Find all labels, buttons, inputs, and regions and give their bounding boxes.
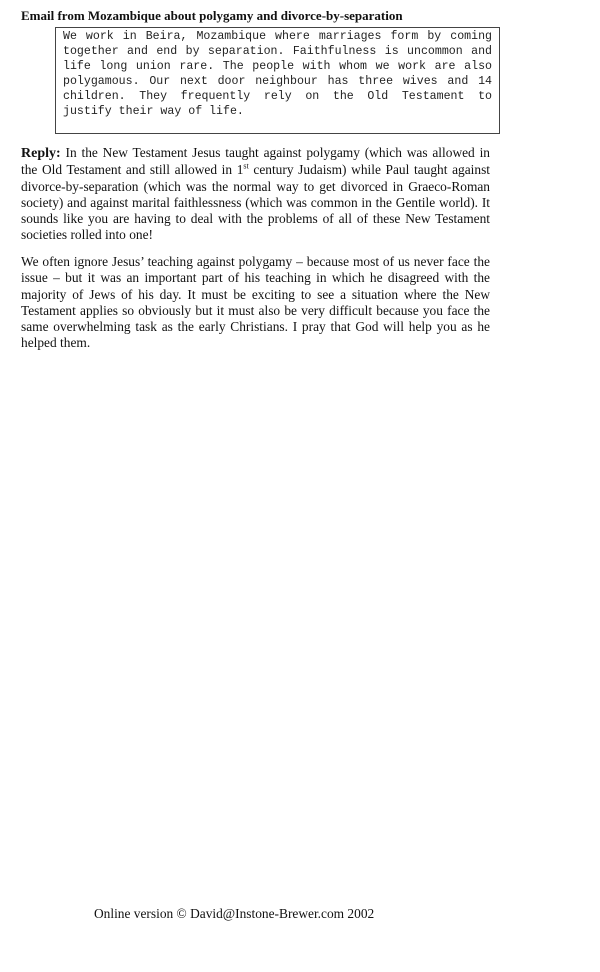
reply-paragraph: [21, 145, 490, 244]
footer-copyright: Online version © David@Instone-Brewer.com 2002: [94, 906, 375, 921]
email-quote-box: [55, 27, 500, 134]
ordinal-suffix: st: [243, 161, 249, 171]
email-quote-text: We work in Beira, Mozambique where marriages form by coming together and end by separation. Faithfulness is uncommon and life long union rare. The people with whom we work are also polygamous. Our next door neighbour has three wives and 14 children. They frequently rely on the Old Testament to justify their way of life.: [63, 30, 492, 118]
reply-text-part1: In the New Testament Jesus taught against polygamy (which was allowed in the Old Testament and still allowed in 1: [21, 145, 490, 178]
second-paragraph: We often ignore Jesus’ teaching against polygamy – because most of us never face the issue – but it was an important part of his teaching in which he disagreed with the majority of Jews of his day. It must be exciting to see a situation where the New Testament applies so obviously but it must also be very difficult because you face the same overwhelming task as the early Christians. I pray that God will help you as he helped them.: [21, 254, 490, 351]
reply-text-part2: century Judaism) while Paul taught against divorce-by-separation (which was the normal way to get divorced in Graeco-Roman society) and against marital faithlessness (which was common in the Gentile world). It sounds like you are having to deal with the problems of all of these New Testament societies rolled into one!: [21, 162, 491, 243]
reply-label: Reply:: [21, 146, 61, 161]
page-title: Email from Mozambique about polygamy and divorce-by-separation: [21, 8, 403, 23]
